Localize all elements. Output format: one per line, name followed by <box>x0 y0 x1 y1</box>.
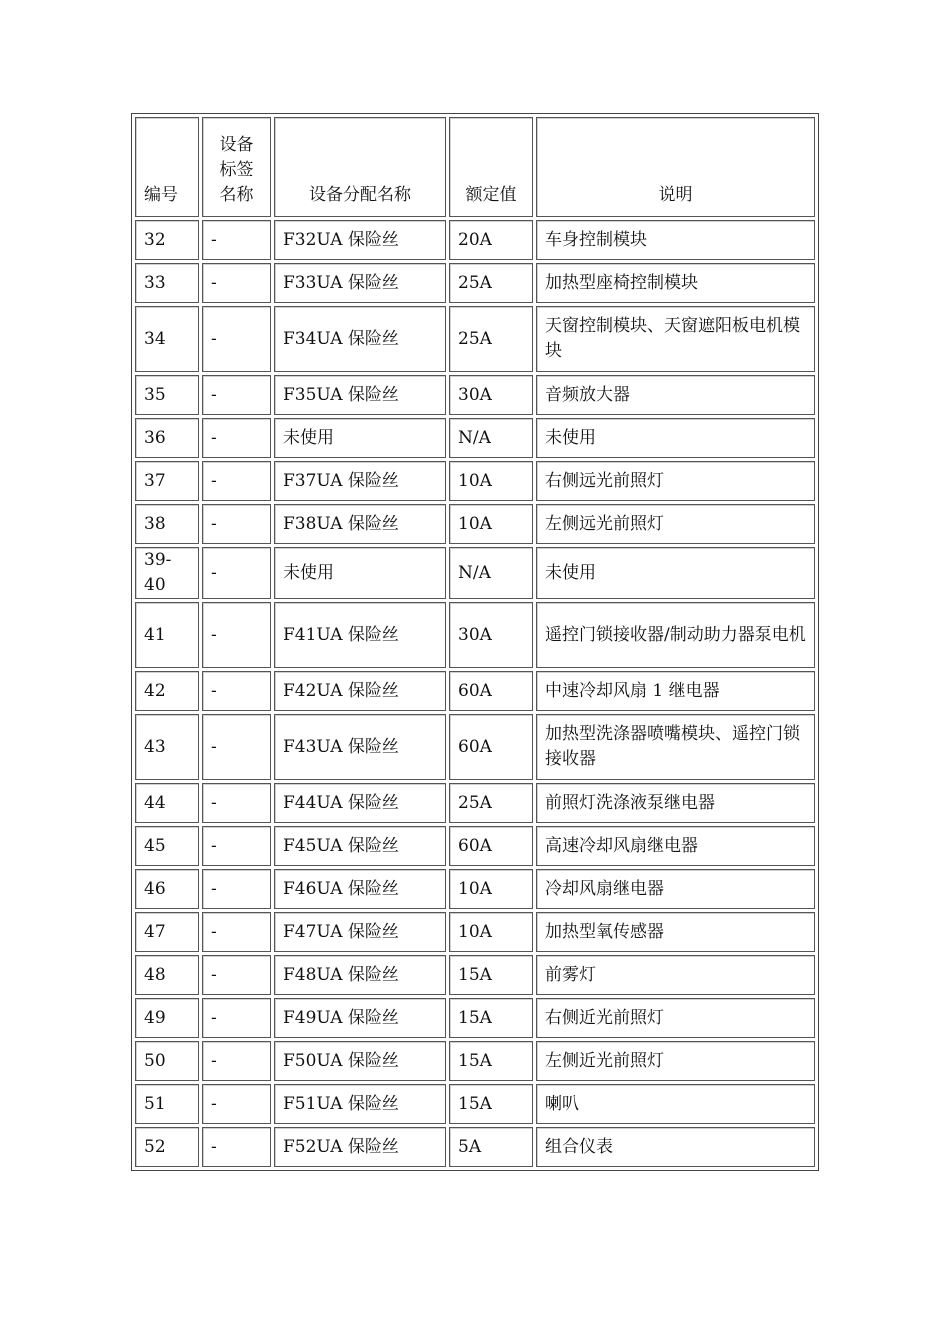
cell-description: 未使用 <box>536 547 815 599</box>
cell-device-tag: - <box>202 602 271 668</box>
cell-device-tag: - <box>202 504 271 544</box>
cell-rating: 60A <box>449 826 533 866</box>
cell-description: 车身控制模块 <box>536 220 815 260</box>
cell-number: 33 <box>135 263 199 303</box>
cell-rating: 25A <box>449 783 533 823</box>
cell-device-tag: - <box>202 306 271 372</box>
cell-device-tag: - <box>202 714 271 780</box>
header-description: 说明 <box>536 117 815 217</box>
cell-device-tag: - <box>202 375 271 415</box>
cell-number: 38 <box>135 504 199 544</box>
cell-number: 49 <box>135 998 199 1038</box>
cell-rating: 15A <box>449 1041 533 1081</box>
cell-number: 35 <box>135 375 199 415</box>
cell-description: 音频放大器 <box>536 375 815 415</box>
table-row <box>135 955 815 995</box>
cell-description: 前雾灯 <box>536 955 815 995</box>
cell-number: 32 <box>135 220 199 260</box>
cell-number: 34 <box>135 306 199 372</box>
table-row <box>135 869 815 909</box>
cell-number: 46 <box>135 869 199 909</box>
cell-description: 加热型洗涤器喷嘴模块、遥控门锁接收器 <box>536 714 815 780</box>
cell-device-tag: - <box>202 998 271 1038</box>
cell-device-assignment: F50UA 保险丝 <box>274 1041 446 1081</box>
header-device-tag-line: 标签 <box>219 160 254 180</box>
table-row <box>135 547 815 599</box>
cell-number: 42 <box>135 671 199 711</box>
cell-description: 组合仪表 <box>536 1127 815 1167</box>
cell-rating: N/A <box>449 418 533 458</box>
cell-description: 前照灯洗涤液泵继电器 <box>536 783 815 823</box>
cell-device-assignment: F32UA 保险丝 <box>274 220 446 260</box>
header-number: 编号 <box>135 117 199 217</box>
cell-number: 48 <box>135 955 199 995</box>
cell-device-assignment: F34UA 保险丝 <box>274 306 446 372</box>
cell-rating: 60A <box>449 671 533 711</box>
cell-rating: 20A <box>449 220 533 260</box>
cell-rating: 10A <box>449 461 533 501</box>
cell-number: 39-40 <box>135 547 199 599</box>
cell-device-tag: - <box>202 547 271 599</box>
cell-device-assignment: F44UA 保险丝 <box>274 783 446 823</box>
cell-device-tag: - <box>202 869 271 909</box>
cell-rating: N/A <box>449 547 533 599</box>
cell-rating: 15A <box>449 998 533 1038</box>
cell-description: 冷却风扇继电器 <box>536 869 815 909</box>
cell-description: 加热型氧传感器 <box>536 912 815 952</box>
cell-device-assignment: F47UA 保险丝 <box>274 912 446 952</box>
cell-rating: 10A <box>449 912 533 952</box>
table-row <box>135 461 815 501</box>
cell-description: 加热型座椅控制模块 <box>536 263 815 303</box>
cell-description: 左侧远光前照灯 <box>536 504 815 544</box>
cell-device-assignment: 未使用 <box>274 547 446 599</box>
cell-description: 中速冷却风扇 1 继电器 <box>536 671 815 711</box>
table-row <box>135 912 815 952</box>
cell-rating: 15A <box>449 955 533 995</box>
cell-device-tag: - <box>202 671 271 711</box>
cell-device-tag: - <box>202 912 271 952</box>
cell-rating: 30A <box>449 602 533 668</box>
header-device-tag-line: 设备 <box>219 135 254 155</box>
table-row <box>135 602 815 668</box>
table-row <box>135 263 815 303</box>
table-row <box>135 826 815 866</box>
cell-device-assignment: F37UA 保险丝 <box>274 461 446 501</box>
cell-device-assignment: F52UA 保险丝 <box>274 1127 446 1167</box>
cell-device-tag: - <box>202 1084 271 1124</box>
cell-device-tag: - <box>202 783 271 823</box>
cell-rating: 10A <box>449 504 533 544</box>
cell-rating: 60A <box>449 714 533 780</box>
table-row <box>135 783 815 823</box>
cell-number: 41 <box>135 602 199 668</box>
cell-description: 右侧远光前照灯 <box>536 461 815 501</box>
cell-description: 未使用 <box>536 418 815 458</box>
cell-device-tag: - <box>202 220 271 260</box>
cell-number: 36 <box>135 418 199 458</box>
table-row <box>135 375 815 415</box>
cell-rating: 5A <box>449 1127 533 1167</box>
header-device-tag-line: 名称 <box>219 185 254 205</box>
cell-device-assignment: F38UA 保险丝 <box>274 504 446 544</box>
header-rating: 额定值 <box>449 117 533 217</box>
table-row <box>135 714 815 780</box>
cell-device-assignment: F33UA 保险丝 <box>274 263 446 303</box>
cell-device-tag: - <box>202 461 271 501</box>
cell-rating: 15A <box>449 1084 533 1124</box>
cell-device-assignment: F48UA 保险丝 <box>274 955 446 995</box>
cell-device-assignment: F51UA 保险丝 <box>274 1084 446 1124</box>
header-device-tag <box>202 117 271 217</box>
cell-device-tag: - <box>202 955 271 995</box>
cell-number: 51 <box>135 1084 199 1124</box>
table-row <box>135 220 815 260</box>
cell-device-tag: - <box>202 418 271 458</box>
cell-device-assignment: F42UA 保险丝 <box>274 671 446 711</box>
cell-rating: 10A <box>449 869 533 909</box>
cell-number: 43 <box>135 714 199 780</box>
header-device-assignment: 设备分配名称 <box>274 117 446 217</box>
cell-device-assignment: F43UA 保险丝 <box>274 714 446 780</box>
cell-number: 44 <box>135 783 199 823</box>
cell-device-tag: - <box>202 826 271 866</box>
table-row <box>135 418 815 458</box>
fuse-table <box>131 113 819 1171</box>
table-row <box>135 504 815 544</box>
fuse-table-container <box>131 113 819 1171</box>
cell-rating: 25A <box>449 306 533 372</box>
cell-rating: 30A <box>449 375 533 415</box>
cell-description: 高速冷却风扇继电器 <box>536 826 815 866</box>
cell-device-tag: - <box>202 263 271 303</box>
cell-device-assignment: 未使用 <box>274 418 446 458</box>
cell-description: 遥控门锁接收器/制动助力器泵电机 <box>536 602 815 668</box>
cell-number: 50 <box>135 1041 199 1081</box>
table-header-row <box>135 117 815 217</box>
cell-device-tag: - <box>202 1041 271 1081</box>
cell-description: 天窗控制模块、天窗遮阳板电机模块 <box>536 306 815 372</box>
cell-number: 45 <box>135 826 199 866</box>
cell-description: 右侧近光前照灯 <box>536 998 815 1038</box>
cell-number: 37 <box>135 461 199 501</box>
cell-device-assignment: F35UA 保险丝 <box>274 375 446 415</box>
cell-device-assignment: F49UA 保险丝 <box>274 998 446 1038</box>
cell-device-assignment: F45UA 保险丝 <box>274 826 446 866</box>
cell-description: 喇叭 <box>536 1084 815 1124</box>
table-row <box>135 1041 815 1081</box>
cell-device-tag: - <box>202 1127 271 1167</box>
cell-rating: 25A <box>449 263 533 303</box>
table-row <box>135 671 815 711</box>
table-row <box>135 306 815 372</box>
cell-number: 47 <box>135 912 199 952</box>
table-row <box>135 1127 815 1167</box>
table-row <box>135 1084 815 1124</box>
cell-number: 52 <box>135 1127 199 1167</box>
cell-device-assignment: F41UA 保险丝 <box>274 602 446 668</box>
cell-device-assignment: F46UA 保险丝 <box>274 869 446 909</box>
table-row <box>135 998 815 1038</box>
cell-description: 左侧近光前照灯 <box>536 1041 815 1081</box>
